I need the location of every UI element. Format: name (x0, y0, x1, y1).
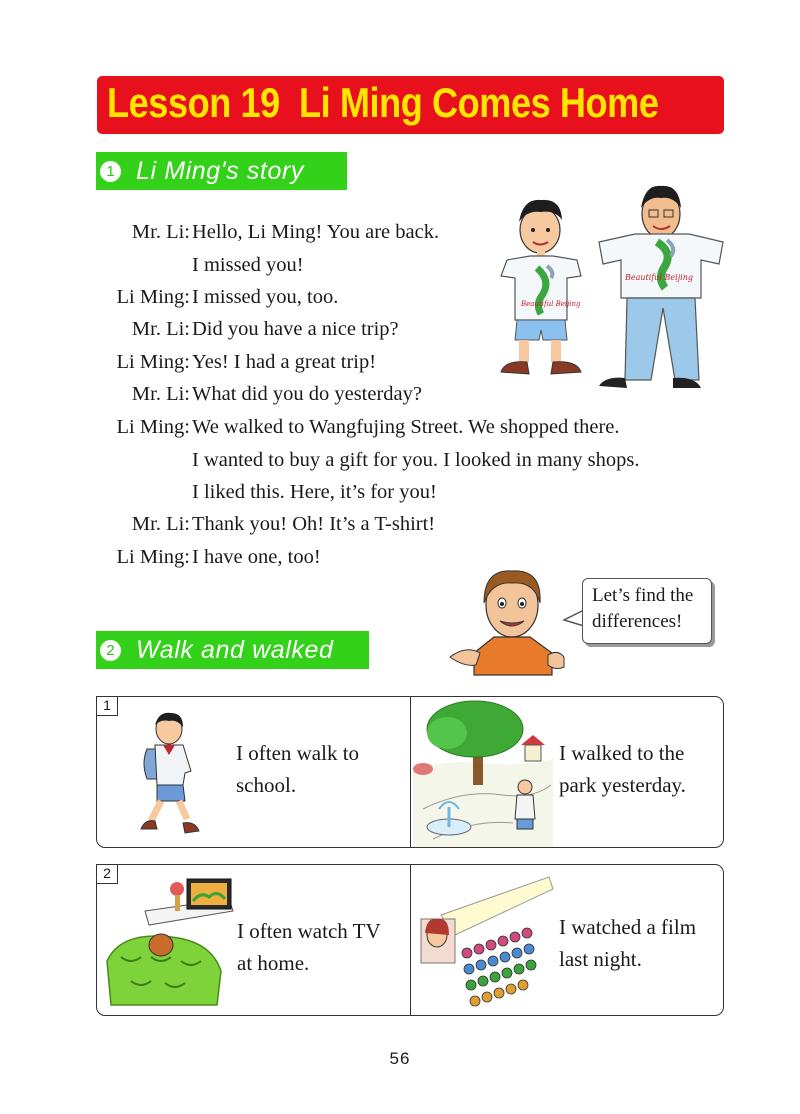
section-1-header (96, 152, 347, 190)
speech: I liked this. Here, it’s for you! (192, 481, 437, 503)
panel-divider (410, 697, 411, 847)
speech: I missed you! (192, 254, 304, 276)
boy-walking-illustration (133, 709, 213, 837)
cinema-illustration (415, 875, 555, 1011)
speaker: Mr. Li: (131, 318, 190, 340)
speech: Did you have a nice trip? (192, 318, 399, 340)
exercise-panel-1 (96, 696, 724, 848)
panel-2-right-text (559, 911, 696, 975)
speaker: Li Ming: (116, 351, 190, 373)
text-line: I walked to the (559, 741, 685, 765)
speaker: Mr. Li: (131, 221, 190, 243)
speech: Hello, Li Ming! You are back. (192, 221, 440, 243)
speaker: Mr. Li: (131, 513, 190, 535)
panel-2-left-text (237, 915, 381, 979)
exercise-panel-2 (96, 864, 724, 1016)
speech: I have one, too! (192, 546, 321, 568)
park-illustration (413, 699, 553, 847)
section-2-title: Walk and walked (136, 636, 334, 664)
speech-bubble (582, 578, 712, 644)
page-number: 56 (389, 1049, 411, 1068)
speech: Thank you! Oh! It’s a T-shirt! (192, 513, 436, 535)
bubble-line-1: Let’s find the (592, 585, 694, 606)
lesson-title-bar (97, 76, 724, 134)
shirt-text-large: Beautiful Beijing (625, 273, 694, 282)
text-line: I watched a film (559, 915, 697, 939)
text-line: I often walk to (236, 741, 360, 765)
section-1-number: 1 (100, 161, 121, 182)
speech: Yes! I had a great trip! (192, 351, 377, 373)
speaker: Mr. Li: (131, 383, 190, 405)
speaker: Li Ming: (116, 416, 190, 438)
section-2-header (96, 631, 369, 669)
li-ming-and-mr-li-illustration (495, 180, 730, 395)
speech: We walked to Wangfujing Street. We shopped there. (192, 416, 620, 438)
panel-number: 1 (96, 696, 118, 716)
text-line: last night. (559, 947, 642, 971)
panel-number: 2 (96, 864, 118, 884)
shirt-text-small: Beautiful Beijing (521, 300, 581, 308)
text-line: park yesterday. (559, 773, 686, 797)
panel-1-left-text (236, 737, 359, 801)
watching-tv-illustration (101, 871, 236, 1011)
boy-presenter-illustration (450, 563, 570, 675)
text-line: I often watch TV (237, 919, 381, 943)
panel-divider (410, 865, 411, 1015)
section-2-number: 2 (100, 640, 121, 661)
speech: I missed you, too. (192, 286, 339, 308)
panel-1-right-text (559, 737, 686, 801)
section-1-title: Li Ming's story (136, 157, 304, 185)
text-line: at home. (237, 951, 310, 975)
speech: What did you do yesterday? (192, 383, 422, 405)
text-line: school. (236, 773, 297, 797)
bubble-line-2: differences! (592, 611, 683, 632)
lesson-title: Lesson 19 Li Ming Comes Home (107, 79, 659, 126)
speech: I wanted to buy a gift for you. I looked in many shops. (192, 449, 640, 471)
speaker: Li Ming: (116, 546, 190, 568)
speaker: Li Ming: (116, 286, 190, 308)
